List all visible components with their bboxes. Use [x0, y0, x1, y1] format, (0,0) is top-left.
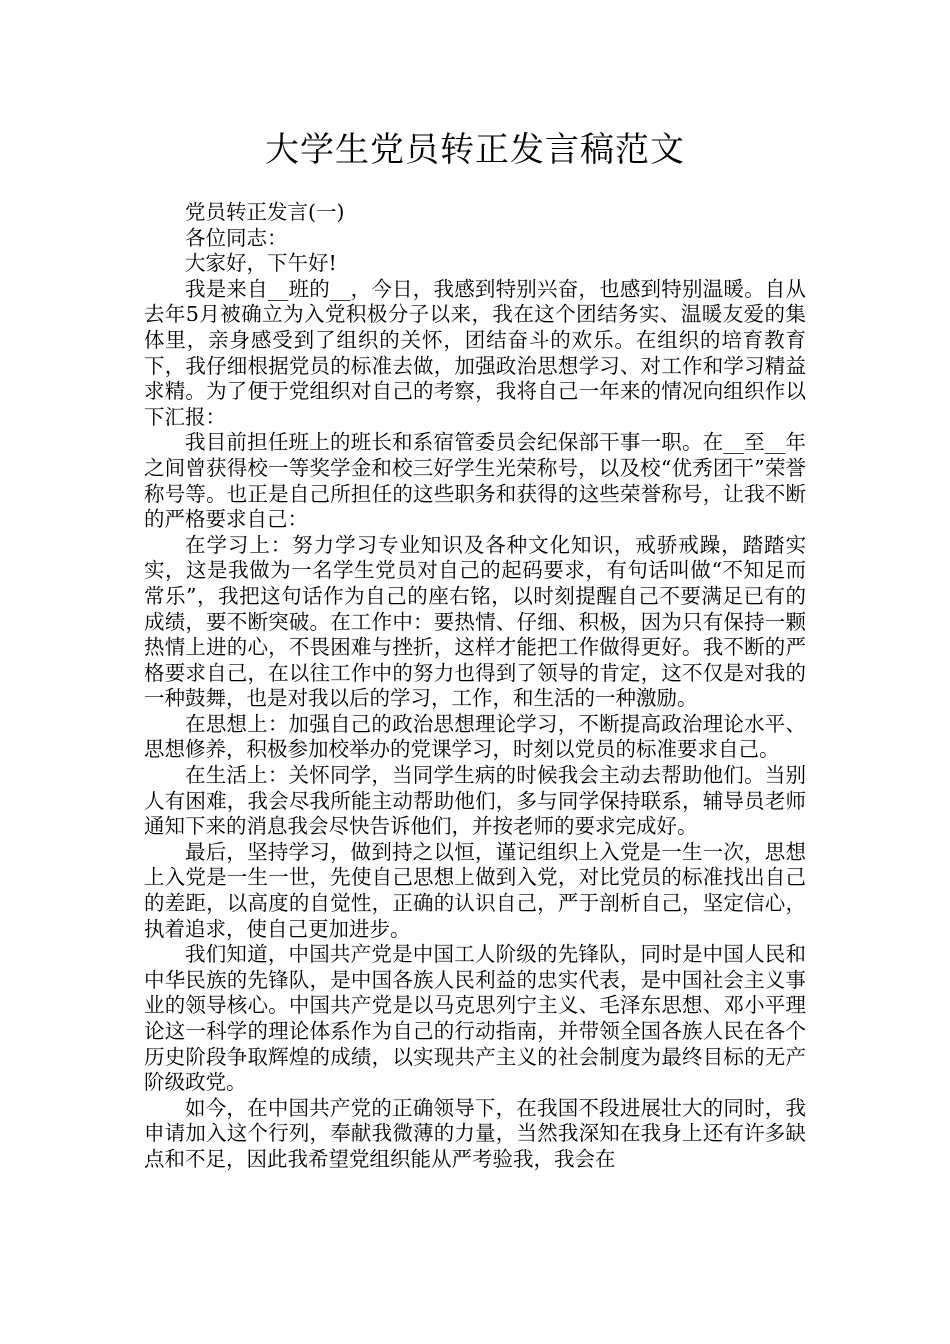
document-body — [144, 200, 806, 1173]
paragraph-life: 在生活上：关怀同学，当同学生病的时候我会主动去帮助他们。当别人有困难，我会尽我所能主动帮助他们，多与同学保持联系，辅导员老师通知下来的消息我会尽快告诉他们，并按老师的要求完成好。 — [144, 763, 806, 839]
paragraph-now: 如今，在中国共产党的正确领导下，在我国不段进展壮大的同时，我申请加入这个行列，奉献我微薄的力量，当然我深知在我身上还有许多缺点和不足，因此我希望党组织能从严考验我，我会在 — [144, 1095, 806, 1171]
document-title: 大学生党员转正发言稿范文 — [265, 130, 685, 170]
paragraph-party: 我们知道，中国共产党是中国工人阶级的先锋队，同时是中国人民和中华民族的先锋队，是中国各族人民利益的忠实代表，是中国社会主义事业的领导核心。中国共产党是以马克思列宁主义、毛泽东思想、邓小平理论这一科学的理论体系作为自己的行动指南，并带领全国各族人民在各个历史阶段争取辉煌的成绩，以实现共产主义的社会制度为最终目标的无产阶级政党。 — [144, 942, 806, 1095]
paragraph-introduction: 我是来自__班的__，今日，我感到特别兴奋，也感到特别温暖。自从去年5月被确立为入党积极分子以来，我在这个团结务实、温暖友爱的集体里，亲身感受到了组织的关怀，团结奋斗的欢乐。在组织的培育教育下，我仔细根据党员的标准去做，加强政治思想学习、对工作和学习精益求精。为了便于党组织对自己的考察，我将自己一年来的情况向组织作以下汇报： — [144, 276, 806, 429]
paragraph-study: 在学习上：努力学习专业知识及各种文化知识，戒骄戒躁，踏踏实实，这是我做为一名学生党员对自己的起码要求，有句话叫做“不知足而常乐”，我把这句话作为自己的座右铭，以时刻提醒自己不要满足已有的成绩，要不断突破。在工作中：要热情、仔细、积极，因为只有保持一颗热情上进的心，不畏困难与挫折，这样才能把工作做得更好。我不断的严格要求自己，在以往工作中的努力也得到了领导的肯定，这不仅是对我的一种鼓舞，也是对我以后的学习，工作，和生活的一种激励。 — [144, 532, 806, 711]
paragraph-greeting: 大家好，下午好! — [185, 251, 337, 276]
paragraph-positions: 我目前担任班上的班长和系宿管委员会纪保部干事一职。在__至__年之间曾获得校一等奖学金和校三好学生光荣称号，以及校“优秀团干”荣誉称号等。也正是自己所担任的这些职务和获得的这些荣誉称号，让我不断的严格要求自己： — [144, 430, 806, 532]
paragraph-heading: 党员转正发言(一) — [185, 200, 345, 224]
paragraph-thought: 在思想上：加强自己的政治思想理论学习，不断提高政治理论水平、思想修养，积极参加校举办的党课学习，时刻以党员的标准要求自己。 — [144, 711, 806, 762]
paragraph-finally: 最后，坚持学习，做到持之以恒，谨记组织上入党是一生一次，思想上入党是一生一世，先使自己思想上做到入党，对比党员的标准找出自己的差距，以高度的自觉性，正确的认识自己，严于剖析自己，坚定信心，执着追求，使自己更加进步。 — [144, 839, 806, 941]
paragraph-salutation: 各位同志： — [185, 225, 288, 250]
